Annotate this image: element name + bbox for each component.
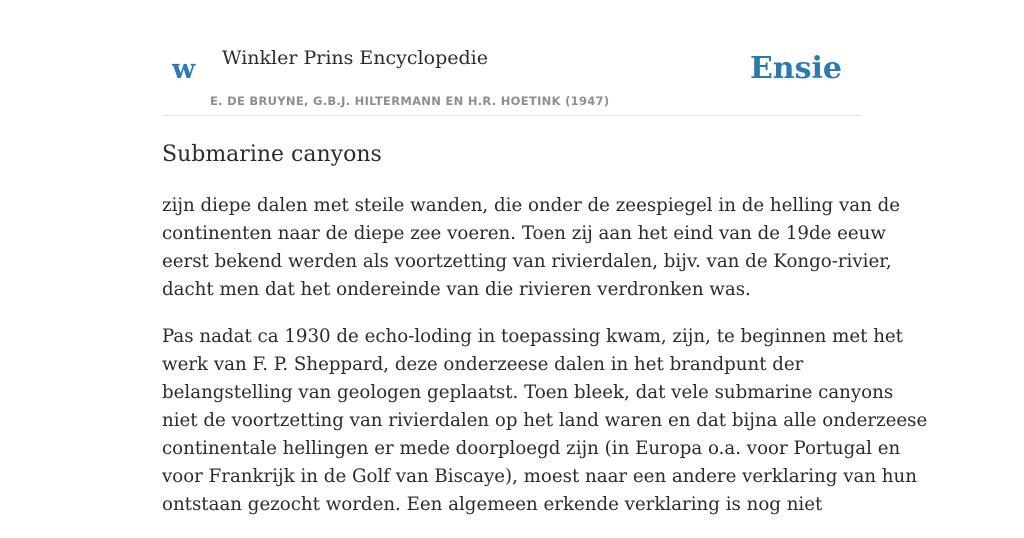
paragraph-line: continentale hellingen er mede doorploegd zijn (in Europa o.a. voor Portugal en [162, 438, 901, 459]
paragraph-line: eerst bekend werden als voortzetting van rivierdalen, bijv. van de Kongo-rivier, [162, 251, 892, 272]
paragraph-line: werk van F. P. Sheppard, deze onderzeese dalen in het brandpunt der [162, 354, 804, 375]
publication-authors: E. DE BRUYNE, G.B.J. HILTERMANN EN H.R. HOETINK (1947) [210, 94, 610, 108]
logo-w-icon[interactable]: w [172, 54, 196, 85]
paragraph-line: dacht men dat het ondereinde van die rivieren verdronken was. [162, 279, 751, 300]
article-paragraph [162, 192, 900, 304]
paragraph-line: zijn diepe dalen met steile wanden, die onder de zeespiegel in de helling van de [162, 195, 900, 216]
paragraph-line: continenten naar de diepe zee voeren. Toen zij aan het eind van de 19de eeuw [162, 223, 886, 244]
paragraph-line: niet de voortzetting van rivierdalen op het land waren en dat bijna alle onderzeese [162, 410, 928, 431]
paragraph-line: ontstaan gezocht worden. Een algemeen erkende verklaring is nog niet [162, 494, 823, 515]
article-title: Submarine canyons [162, 142, 382, 167]
ensie-logo[interactable]: Ensie [749, 51, 842, 86]
page [162, 0, 928, 515]
paragraph-line: belangstelling van geologen geplaatst. Toen bleek, dat vele submarine canyons [162, 382, 894, 403]
publication-title[interactable]: Winkler Prins Encyclopedie [222, 47, 488, 69]
paragraph-line: Pas nadat ca 1930 de echo-loding in toepassing kwam, zijn, te beginnen met het [162, 326, 903, 347]
article-body [162, 192, 928, 538]
site-header [162, 0, 862, 116]
paragraph-line: voor Frankrijk in de Golf van Biscaye), moest naar een andere verklaring van hun [162, 466, 917, 487]
article-paragraph [162, 323, 928, 519]
